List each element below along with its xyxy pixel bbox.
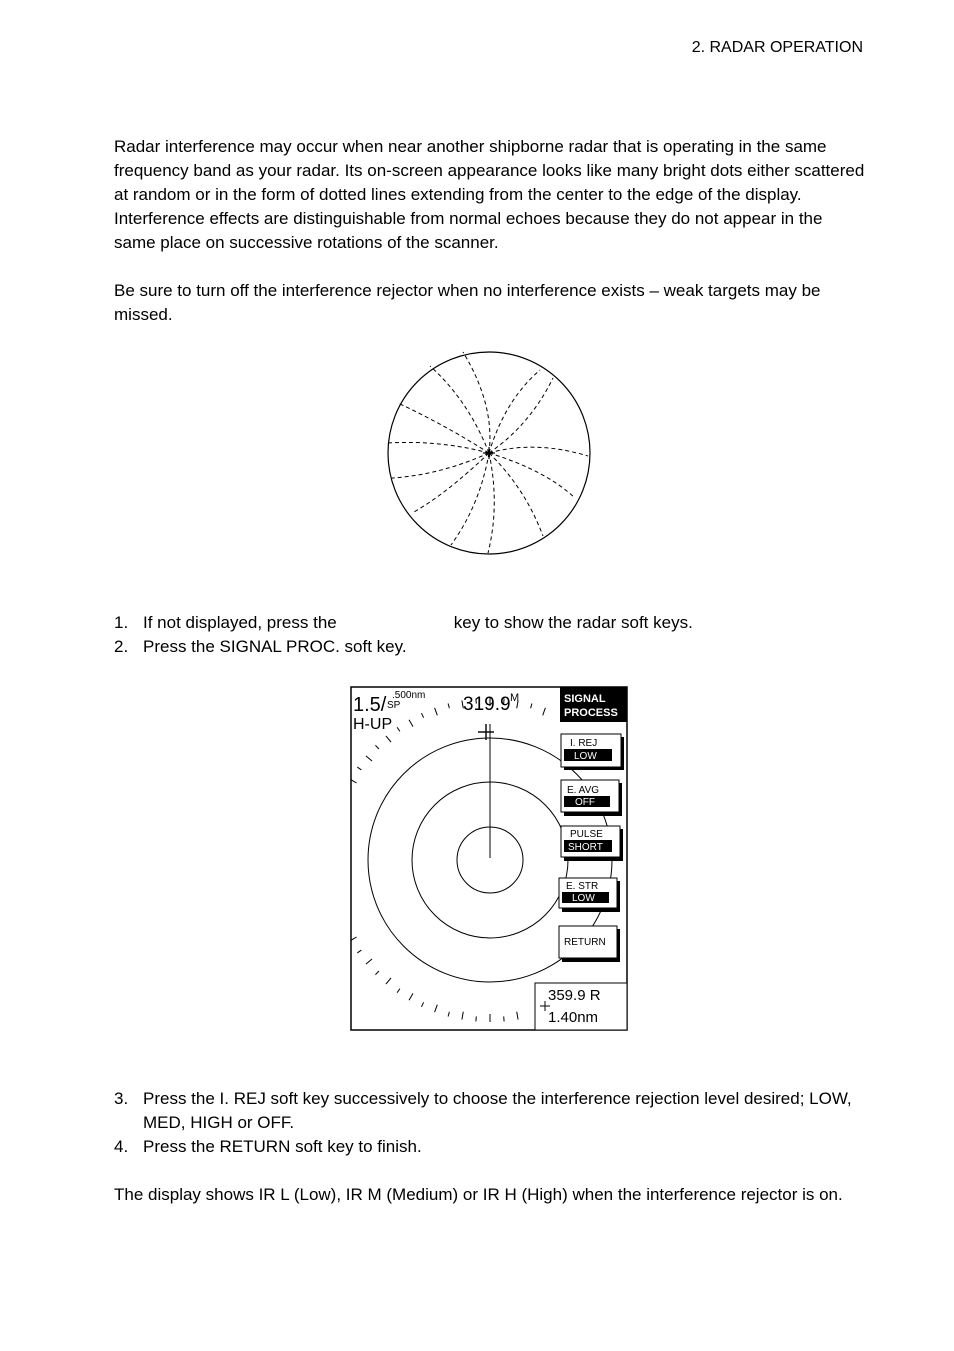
interference-line xyxy=(430,366,489,453)
svg-text:I. REJ: I. REJ xyxy=(570,738,598,749)
range-readout: 1.5/ xyxy=(353,694,387,716)
i-rej-soft-key[interactable] xyxy=(561,734,624,770)
e-str-soft-key[interactable] xyxy=(559,878,620,912)
svg-text:RETURN: RETURN xyxy=(564,937,606,948)
interference-line xyxy=(488,453,494,553)
caution-paragraph: Be sure to turn off the interference rejector when no interference exists – weak targets may be missed. xyxy=(114,281,821,324)
interference-line xyxy=(392,453,489,478)
steps-list-1 xyxy=(114,611,874,659)
interference-line xyxy=(489,370,540,453)
interference-line xyxy=(489,453,575,498)
closing-paragraph: The display shows IR L (Low), IR M (Medium) or IR H (High) when the interference rejector is on. xyxy=(114,1185,843,1204)
svg-text:SHORT: SHORT xyxy=(568,842,603,853)
step-2: 2. Press the SIGNAL PROC. soft key. xyxy=(114,637,407,656)
pulse-soft-key[interactable] xyxy=(561,826,623,861)
cursor-bearing: 359.9 R xyxy=(548,987,601,1004)
sp-indicator: SP xyxy=(387,700,401,711)
interference-line xyxy=(489,447,588,456)
menu-title: PROCESS xyxy=(564,707,618,719)
svg-text:E. AVG: E. AVG xyxy=(567,785,600,796)
menu-title: SIGNAL xyxy=(564,693,606,705)
svg-text:E. STR: E. STR xyxy=(566,881,599,892)
svg-text:PULSE: PULSE xyxy=(570,829,603,840)
steps-list-2 xyxy=(114,1087,874,1159)
step-3: 3. Press the I. REJ soft key successively to choose the interference rejection level desired; LOW, MED, HIGH or OFF. xyxy=(114,1089,852,1132)
interference-line xyxy=(412,453,489,513)
ring-interval: .500nm xyxy=(392,690,426,701)
interference-line xyxy=(489,453,543,536)
bearing-reference: M xyxy=(510,692,520,704)
interference-line xyxy=(398,403,489,453)
bearing-readout: 319.9 xyxy=(463,694,511,715)
svg-text:LOW: LOW xyxy=(574,751,597,762)
step-4: 4. Press the RETURN soft key to finish. xyxy=(114,1137,422,1156)
step-1: 1. If not displayed, press the key to show the radar soft keys. xyxy=(114,613,693,632)
radar-display xyxy=(348,684,630,1034)
cursor-range: 1.40nm xyxy=(548,1009,599,1026)
e-avg-soft-key[interactable] xyxy=(561,780,622,816)
svg-text:OFF: OFF xyxy=(575,797,595,808)
interference-line xyxy=(463,352,490,453)
interference-diagram xyxy=(380,345,600,561)
section-header: 2. RADAR OPERATION xyxy=(691,39,863,56)
intro-paragraph: Radar interference may occur when near another shipborne radar that is operating in the same frequency band as your radar. Its on-screen appearance looks like many bright dots either scattered at random or in the form of dotted lines extending from the center to the edge of the display. Interference effects are distinguishable from normal echoes because they do not appear in the same place on successive rotations of the scanner. xyxy=(114,137,865,252)
return-soft-key[interactable] xyxy=(559,926,620,962)
mode-indicator: H-UP xyxy=(353,716,393,733)
interference-line xyxy=(451,453,489,545)
svg-text:LOW: LOW xyxy=(572,893,595,904)
